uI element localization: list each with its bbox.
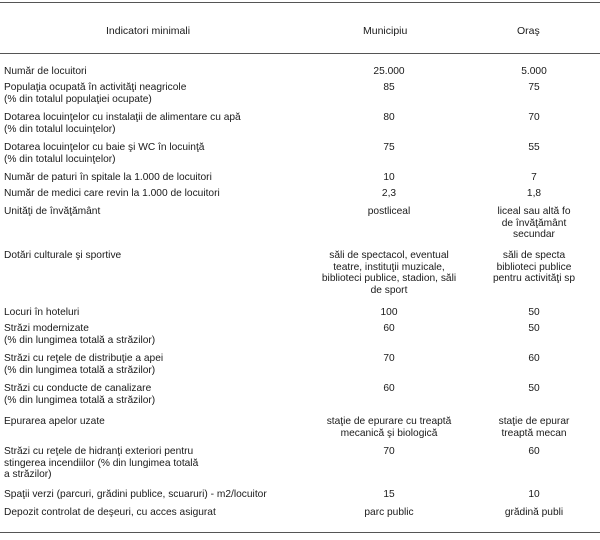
indicator-cell-line: (% din lungimea totală a străzilor) bbox=[4, 334, 156, 346]
indicator-cell bbox=[4, 307, 304, 319]
oras-cell bbox=[479, 66, 589, 78]
indicator-cell bbox=[4, 172, 304, 184]
indicator-cell-line: Unităţi de învăţământ bbox=[4, 206, 101, 217]
municipiu-cell-line: 70 bbox=[383, 353, 395, 364]
indicator-cell-line: Depozit controlat de deşeuri, cu acces asigurat bbox=[4, 507, 216, 518]
indicator-cell bbox=[4, 112, 304, 135]
oras-cell-line: de învăţământ bbox=[501, 217, 567, 229]
header-bottom-rule bbox=[0, 53, 600, 54]
municipiu-cell bbox=[300, 250, 478, 296]
header-oras: Oraş bbox=[517, 25, 540, 37]
oras-cell-line: staţie de epurar bbox=[498, 416, 570, 427]
indicator-cell bbox=[4, 416, 304, 428]
oras-cell-line: 70 bbox=[528, 112, 540, 123]
indicator-cell-line: (% din lungimea totală a străzilor) bbox=[4, 364, 156, 376]
indicator-cell bbox=[4, 353, 304, 376]
municipiu-cell bbox=[300, 188, 478, 200]
indicator-cell bbox=[4, 383, 304, 406]
oras-cell bbox=[479, 206, 589, 241]
municipiu-cell-line: 100 bbox=[380, 307, 398, 318]
municipiu-cell-line: 80 bbox=[383, 112, 395, 123]
indicator-cell bbox=[4, 446, 304, 481]
oras-cell bbox=[479, 172, 589, 184]
municipiu-cell bbox=[300, 323, 478, 335]
municipiu-cell bbox=[300, 507, 478, 519]
oras-cell-line: treaptă mecan bbox=[501, 427, 567, 439]
municipiu-cell bbox=[300, 172, 478, 184]
indicator-cell-line: Populaţia ocupată în activităţi neagricole bbox=[4, 82, 187, 93]
oras-cell bbox=[479, 416, 589, 439]
indicator-cell bbox=[4, 142, 304, 165]
oras-cell bbox=[479, 82, 589, 94]
indicator-cell-line: Locuri în hoteluri bbox=[4, 307, 80, 318]
oras-cell-line: 60 bbox=[528, 353, 540, 364]
indicator-cell-line: Număr de locuitori bbox=[4, 66, 87, 77]
indicator-cell bbox=[4, 188, 304, 200]
oras-cell-line: 50 bbox=[528, 383, 540, 394]
municipiu-cell-line: 85 bbox=[383, 82, 395, 93]
indicator-cell bbox=[4, 507, 304, 519]
header-municipiu: Municipiu bbox=[363, 25, 408, 37]
municipiu-cell bbox=[300, 112, 478, 124]
oras-cell-line: 5.000 bbox=[521, 66, 547, 77]
indicator-cell-line: Număr de medici care revin la 1.000 de locuitori bbox=[4, 188, 220, 199]
municipiu-cell bbox=[300, 307, 478, 319]
municipiu-cell-line: 10 bbox=[383, 172, 395, 183]
oras-cell-line: 7 bbox=[531, 172, 537, 183]
municipiu-cell bbox=[300, 383, 478, 395]
municipiu-cell bbox=[300, 206, 478, 218]
municipiu-cell-line: 75 bbox=[383, 142, 395, 153]
oras-cell-line: grădină publi bbox=[504, 507, 564, 518]
oras-cell bbox=[479, 112, 589, 124]
oras-cell-line: 60 bbox=[528, 446, 540, 457]
indicator-cell-line: (% din lungimea totală a străzilor) bbox=[4, 394, 156, 406]
municipiu-cell-line: 60 bbox=[383, 383, 395, 394]
oras-cell-line: liceal sau altă fo bbox=[497, 206, 571, 217]
oras-cell bbox=[479, 446, 589, 458]
municipiu-cell-line: biblioteci publice, stadion, săli bbox=[321, 273, 457, 285]
indicator-cell bbox=[4, 206, 304, 218]
oras-cell-line: biblioteci publice bbox=[496, 261, 572, 273]
indicator-cell-line: Dotarea locuinţelor cu baie şi WC în locuinţă bbox=[4, 142, 205, 153]
municipiu-cell-line: parc public bbox=[364, 507, 414, 518]
oras-cell-line: 1,8 bbox=[526, 188, 542, 199]
indicator-cell-line: Străzi cu reţele de hidranţi exteriori pentru bbox=[4, 446, 194, 457]
oras-cell-line: 55 bbox=[528, 142, 540, 153]
indicator-cell-line: Număr de paturi în spitale la 1.000 de locuitori bbox=[4, 172, 212, 183]
municipiu-cell bbox=[300, 142, 478, 154]
indicator-cell-line: Străzi cu reţele de distribuţie a apei bbox=[4, 353, 164, 364]
indicator-cell-line: (% din totalul locuinţelor) bbox=[4, 123, 116, 135]
oras-cell bbox=[479, 250, 589, 285]
indicator-cell-line: (% din totalul populaţiei ocupate) bbox=[4, 93, 152, 105]
municipiu-cell bbox=[300, 416, 478, 439]
indicator-cell-line: Străzi cu conducte de canalizare bbox=[4, 383, 152, 394]
oras-cell-line: 10 bbox=[528, 489, 540, 500]
municipiu-cell-line: teatre, instituţii muzicale, bbox=[333, 261, 445, 273]
municipiu-cell bbox=[300, 82, 478, 94]
municipiu-cell-line: 60 bbox=[383, 323, 395, 334]
indicator-cell-line: Străzi modernizate bbox=[4, 323, 89, 334]
oras-cell-line: 50 bbox=[528, 307, 540, 318]
municipiu-cell-line: mecanică şi biologică bbox=[340, 427, 438, 439]
oras-cell bbox=[479, 188, 589, 200]
indicator-cell-line: Dotarea locuinţelor cu instalaţii de alimentare cu apă bbox=[4, 112, 241, 123]
municipiu-cell-line: 15 bbox=[383, 489, 395, 500]
municipiu-cell bbox=[300, 489, 478, 501]
indicator-cell-line: Spaţii verzi (parcuri, grădini publice, scuaruri) - m2/locuitor bbox=[4, 489, 267, 500]
oras-cell-line: 50 bbox=[528, 323, 540, 334]
municipiu-cell-line: 70 bbox=[383, 446, 395, 457]
oras-cell bbox=[479, 307, 589, 319]
indicator-cell bbox=[4, 66, 304, 78]
oras-cell-line: secundar bbox=[513, 229, 555, 241]
municipiu-cell-line: postliceal bbox=[367, 206, 411, 217]
indicator-cell bbox=[4, 323, 304, 346]
indicator-cell-line: stingerea incendiilor (% din lungimea totală bbox=[4, 457, 199, 469]
indicator-cell-line: Dotări culturale şi sportive bbox=[4, 250, 122, 261]
oras-cell-line: 75 bbox=[528, 82, 540, 93]
table-top-rule bbox=[0, 2, 600, 3]
table-bottom-rule bbox=[0, 532, 600, 533]
municipiu-cell-line: de sport bbox=[370, 284, 408, 296]
oras-cell bbox=[479, 507, 589, 519]
municipiu-cell-line: săli de spectacol, eventual bbox=[329, 250, 449, 261]
municipiu-cell-line: 25.000 bbox=[373, 66, 405, 77]
municipiu-cell-line: 2,3 bbox=[381, 188, 397, 199]
indicator-cell-line: a străzilor) bbox=[4, 469, 52, 481]
indicator-cell-line: Epurarea apelor uzate bbox=[4, 416, 105, 427]
indicator-cell bbox=[4, 82, 304, 105]
municipiu-cell-line: staţie de epurare cu treaptă bbox=[326, 416, 452, 427]
municipiu-cell bbox=[300, 66, 478, 78]
oras-cell-line: pentru activităţi sp bbox=[492, 273, 576, 285]
indicator-cell bbox=[4, 250, 304, 262]
oras-cell bbox=[479, 323, 589, 335]
indicator-cell bbox=[4, 489, 304, 501]
oras-cell-line: săli de specta bbox=[502, 250, 566, 261]
oras-cell bbox=[479, 353, 589, 365]
municipiu-cell bbox=[300, 446, 478, 458]
oras-cell bbox=[479, 142, 589, 154]
indicator-cell-line: (% din totalul locuinţelor) bbox=[4, 153, 116, 165]
municipiu-cell bbox=[300, 353, 478, 365]
header-indicatori: Indicatori minimali bbox=[106, 25, 191, 37]
oras-cell bbox=[479, 489, 589, 501]
oras-cell bbox=[479, 383, 589, 395]
